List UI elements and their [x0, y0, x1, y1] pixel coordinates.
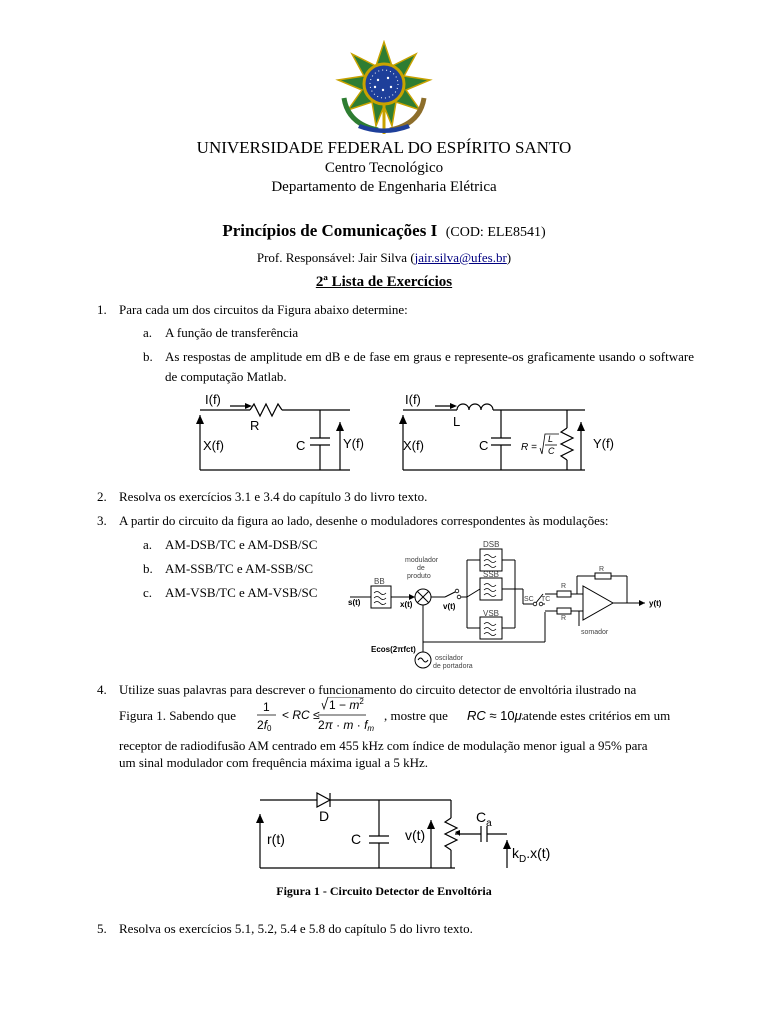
coupling-cap-label: $C_a$ [476, 809, 492, 829]
q5-text: Resolva os exercícios 5.1, 5.2, 5.4 e 5.8 do capítulo 5 do livro texto. [119, 921, 473, 936]
rc-cap-label: C [296, 438, 306, 453]
lc-output-label: Y(f) [593, 436, 614, 451]
q1-number: 1. [97, 302, 107, 317]
q2-number: 2. [97, 489, 107, 504]
professor-line [0, 250, 768, 266]
envelope-detector-diagram [255, 788, 565, 878]
q1-text: Para cada um dos circuitos da Figura abaixo determine: [119, 302, 408, 317]
xt-label: x(t) [400, 600, 413, 609]
lc-cap-label: C [479, 438, 489, 453]
q1b-label: b. [143, 349, 153, 364]
professor-email-link[interactable]: jair.silva@ufes.br [414, 250, 507, 265]
q3a-text: AM-DSB/TC e AM-DSB/SC [165, 537, 318, 552]
tc-label: TC [541, 596, 551, 603]
svg-text:2π · m · fm: 2π · m · fm [318, 718, 375, 733]
list-title: 2ª Lista de Exercícios [315, 274, 453, 290]
rc-resistor-label: R [250, 418, 260, 433]
detector-output-label: $k_D.x(t)$ [512, 845, 551, 865]
ssb-label: SSB [483, 570, 500, 579]
q1a-text: A função de transferência [165, 325, 299, 340]
q3b-text: AM-SSB/TC e AM-SSB/SC [165, 561, 314, 576]
q3-number: 3. [97, 513, 107, 528]
diode-label: D [319, 808, 330, 824]
q4-number: 4. [97, 682, 107, 697]
lc-frac-num: L [548, 434, 554, 444]
rc-current-label: I(f) [205, 392, 221, 407]
st-label: s(t) [348, 598, 361, 607]
lc-current-label: I(f) [405, 392, 421, 407]
bb-label: BB [374, 577, 385, 586]
rc-input-label: X(f) [203, 438, 224, 453]
course-title-line [0, 221, 768, 241]
q3c-label: c. [143, 585, 153, 600]
professor-prefix: Prof. Responsável: Jair Silva ( [256, 250, 415, 265]
r2-label: R [561, 615, 567, 622]
rc-approx-formula [465, 706, 523, 726]
modulador-line1: modulador [405, 557, 439, 564]
lc-r-label: R = [521, 442, 537, 453]
osc-line1: oscilador [435, 655, 464, 662]
lc-input-label: X(f) [403, 438, 424, 453]
q4-mid: , mostre que [384, 708, 448, 723]
q1a-label: a. [143, 325, 153, 340]
q2-text: Resolva os exercícios 3.1 e 3.4 do capítulo 3 do livro texto. [119, 489, 428, 504]
detector-input-label: r(t) [267, 831, 285, 847]
university-name: UNIVERSIDADE FEDERAL DO ESPÍRITO SANTO [196, 138, 572, 157]
lc-frac-den: C [548, 446, 555, 456]
course-code: (COD: ELE8541) [445, 225, 546, 240]
rf-label: R [599, 566, 605, 573]
q3b-label: b. [143, 561, 153, 576]
rc-output-label: Y(f) [343, 436, 364, 451]
svg-text:RC ≈ 10μs: RC ≈ 10μ [467, 708, 522, 723]
q1b-text: As respostas de amplitude em dB e de fase em graus e represente-os graficamente usando o software de computação Matlab. [165, 349, 694, 384]
lc-inductor-label: L [453, 414, 461, 429]
q4-line1: Utilize suas palavras para descrever o funcionamento do circuito detector de envoltória ilustrado na [119, 682, 637, 697]
yt-label: y(t) [649, 599, 662, 608]
sc-label: SC [524, 596, 534, 603]
somador-label: somador [581, 629, 609, 636]
detector-vt-label: v(t) [405, 827, 426, 843]
center-name: Centro Tecnológico [324, 160, 444, 176]
q4-pre: Figura 1. Sabendo que [119, 708, 236, 723]
svg-text:1: 1 [263, 700, 270, 714]
q4-line4: um sinal modulador com frequência máxima igual a 5 kHz. [119, 755, 429, 770]
q4-post: atende estes critérios em um [523, 708, 671, 723]
course-title: Princípios de Comunicações I [222, 221, 438, 240]
q3-text: A partir do circuito da figura ao lado, desenhe o moduladores correspondentes às modulações: [119, 513, 609, 528]
modulador-line3: produto [407, 573, 431, 580]
q4-line3: receptor de radiodifusão AM centrado em 455 kHz com índice de modulação menor igual a 95% para [119, 738, 648, 753]
r1-label: R [561, 583, 567, 590]
coat-of-arms-logo [328, 40, 440, 136]
rc-circuit-diagram [190, 390, 380, 480]
figure1-caption: Figura 1 - Circuito Detector de Envoltória [276, 884, 492, 898]
vsb-label: VSB [483, 609, 500, 618]
vt-label: v(t) [443, 602, 456, 611]
svg-text:1 − m2: $1 - m^2$ [329, 697, 364, 712]
carrier-label: Ecos(2πfct) [371, 645, 416, 654]
lc-circuit-diagram [395, 390, 625, 480]
professor-suffix: ) [506, 250, 512, 265]
q3a-label: a. [143, 537, 153, 552]
svg-text:< RC ≤: < RC ≤ [282, 708, 320, 722]
department-name: Departamento de Engenharia Elétrica [271, 179, 497, 195]
q3c-text: AM-VSB/TC e AM-VSB/SC [165, 585, 318, 600]
detector-cap-label: C [351, 831, 362, 847]
modulador-line2: de [417, 565, 425, 572]
q5-number: 5. [97, 921, 107, 936]
rc-inequality-formula [254, 697, 384, 735]
osc-line2: de portadora [433, 663, 473, 670]
svg-text:2f0: 2f0 [257, 718, 272, 733]
dsb-label: DSB [483, 540, 500, 549]
modulator-block-diagram [345, 538, 690, 673]
